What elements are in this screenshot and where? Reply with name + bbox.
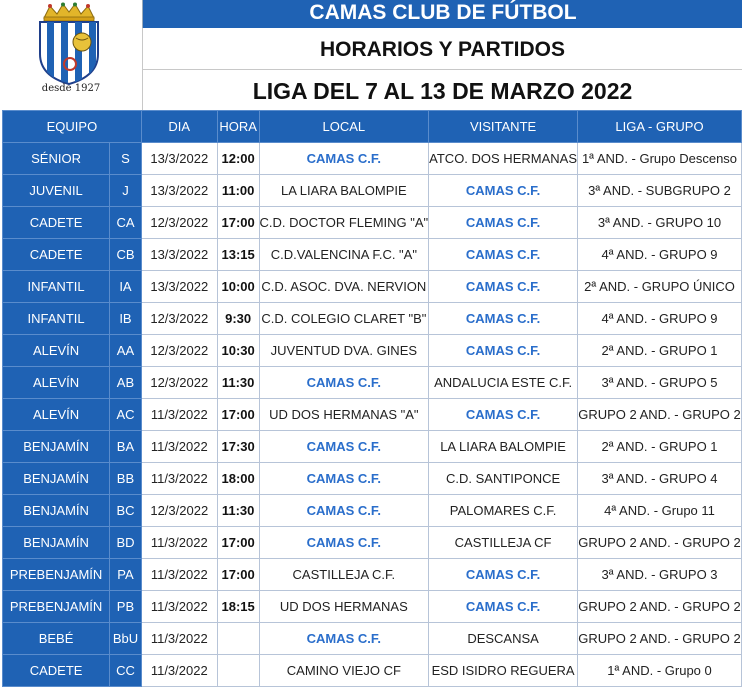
away-team: CAMAS C.F. (429, 335, 578, 367)
table-row (3, 623, 742, 655)
team-category: CADETE (3, 239, 110, 271)
match-date: 12/3/2022 (141, 335, 217, 367)
team-category: INFANTIL (3, 303, 110, 335)
match-date: 12/3/2022 (141, 495, 217, 527)
match-time: 17:00 (217, 527, 259, 559)
match-date: 11/3/2022 (141, 399, 217, 431)
match-date: 11/3/2022 (141, 463, 217, 495)
team-code: CC (110, 655, 142, 687)
team-code: CB (110, 239, 142, 271)
match-date: 13/3/2022 (141, 239, 217, 271)
match-time: 18:15 (217, 591, 259, 623)
team-code: BC (110, 495, 142, 527)
away-team: PALOMARES C.F. (429, 495, 578, 527)
schedule-rows (3, 143, 742, 687)
home-team: UD DOS HERMANAS (259, 591, 429, 623)
table-row (3, 399, 742, 431)
team-code: CA (110, 207, 142, 239)
league-group: 4ª AND. - Grupo 11 (578, 495, 742, 527)
team-category: BENJAMÍN (3, 431, 110, 463)
away-team: CAMAS C.F. (429, 207, 578, 239)
away-team: CAMAS C.F. (429, 271, 578, 303)
team-code: AC (110, 399, 142, 431)
home-team: CAMAS C.F. (259, 431, 429, 463)
match-time: 9:30 (217, 303, 259, 335)
team-code: PA (110, 559, 142, 591)
league-group: 4ª AND. - GRUPO 9 (578, 303, 742, 335)
team-category: ALEVÍN (3, 399, 110, 431)
league-group: 2ª AND. - GRUPO 1 (578, 335, 742, 367)
table-row (3, 591, 742, 623)
league-group: 1ª AND. - Grupo Descenso (578, 143, 742, 175)
home-team: UD DOS HERMANAS "A" (259, 399, 429, 431)
home-team: LA LIARA BALOMPIE (259, 175, 429, 207)
match-date: 11/3/2022 (141, 623, 217, 655)
match-time: 17:30 (217, 431, 259, 463)
away-team: ESD ISIDRO REGUERA (429, 655, 578, 687)
table-row (3, 431, 742, 463)
match-date: 13/3/2022 (141, 175, 217, 207)
away-team: DESCANSA (429, 623, 578, 655)
home-team: C.D. COLEGIO CLARET "B" (259, 303, 429, 335)
away-team: C.D. SANTIPONCE (429, 463, 578, 495)
table-row (3, 559, 742, 591)
match-date: 13/3/2022 (141, 143, 217, 175)
team-code: AA (110, 335, 142, 367)
home-team: CAMINO VIEJO CF (259, 655, 429, 687)
league-group: GRUPO 2 AND. - GRUPO 2 (578, 399, 742, 431)
league-group: 3ª AND. - GRUPO 4 (578, 463, 742, 495)
table-row (3, 239, 742, 271)
match-time: 18:00 (217, 463, 259, 495)
away-team: ANDALUCIA ESTE C.F. (429, 367, 578, 399)
team-category: PREBENJAMÍN (3, 559, 110, 591)
home-team: CASTILLEJA C.F. (259, 559, 429, 591)
league-group: 3ª AND. - GRUPO 3 (578, 559, 742, 591)
away-team: ATCO. DOS HERMANAS (429, 143, 578, 175)
team-code: PB (110, 591, 142, 623)
away-team: CAMAS C.F. (429, 303, 578, 335)
away-team: CASTILLEJA CF (429, 527, 578, 559)
team-code: BA (110, 431, 142, 463)
table-header-row (3, 111, 742, 143)
match-time: 17:00 (217, 207, 259, 239)
team-category: CADETE (3, 655, 110, 687)
league-group: 1ª AND. - Grupo 0 (578, 655, 742, 687)
table-row (3, 495, 742, 527)
away-team: CAMAS C.F. (429, 239, 578, 271)
match-time: 10:30 (217, 335, 259, 367)
team-code: BbU (110, 623, 142, 655)
column-header-equipo: EQUIPO (3, 111, 142, 143)
match-time: 12:00 (217, 143, 259, 175)
column-header-visitante: VISITANTE (429, 111, 578, 143)
league-group: GRUPO 2 AND. - GRUPO 2 (578, 591, 742, 623)
club-crest-icon (30, 2, 108, 86)
table-row (3, 207, 742, 239)
home-team: JUVENTUD DVA. GINES (259, 335, 429, 367)
match-time: 11:30 (217, 495, 259, 527)
table-row (3, 335, 742, 367)
league-group: 2ª AND. - GRUPO 1 (578, 431, 742, 463)
table-row (3, 655, 742, 687)
match-date: 12/3/2022 (141, 303, 217, 335)
team-category: BENJAMÍN (3, 527, 110, 559)
team-category: BENJAMÍN (3, 495, 110, 527)
match-time (217, 623, 259, 655)
home-team: CAMAS C.F. (259, 367, 429, 399)
home-team: CAMAS C.F. (259, 143, 429, 175)
team-category: JUVENIL (3, 175, 110, 207)
home-team: CAMAS C.F. (259, 527, 429, 559)
team-category: SÉNIOR (3, 143, 110, 175)
team-code: IB (110, 303, 142, 335)
team-code: BB (110, 463, 142, 495)
league-group: GRUPO 2 AND. - GRUPO 2 (578, 527, 742, 559)
team-category: CADETE (3, 207, 110, 239)
match-date: 11/3/2022 (141, 591, 217, 623)
table-row (3, 303, 742, 335)
league-group: GRUPO 2 AND. - GRUPO 2 (578, 623, 742, 655)
column-header-liga: LIGA - GRUPO (578, 111, 742, 143)
away-team: CAMAS C.F. (429, 399, 578, 431)
match-date: 12/3/2022 (141, 207, 217, 239)
team-category: ALEVÍN (3, 335, 110, 367)
away-team: LA LIARA BALOMPIE (429, 431, 578, 463)
home-team: C.D.VALENCINA F.C. "A" (259, 239, 429, 271)
club-name-banner: CAMAS CLUB DE FÚTBOL (142, 0, 742, 28)
match-time: 11:30 (217, 367, 259, 399)
team-code: BD (110, 527, 142, 559)
home-team: C.D. DOCTOR FLEMING "A" (259, 207, 429, 239)
match-time: 13:15 (217, 239, 259, 271)
team-category: INFANTIL (3, 271, 110, 303)
column-header-hora: HORA (217, 111, 259, 143)
match-date: 13/3/2022 (141, 271, 217, 303)
away-team: CAMAS C.F. (429, 591, 578, 623)
table-row (3, 367, 742, 399)
match-time: 17:00 (217, 559, 259, 591)
table-row (3, 271, 742, 303)
schedule-table (2, 110, 742, 687)
away-team: CAMAS C.F. (429, 559, 578, 591)
team-code: S (110, 143, 142, 175)
match-date: 11/3/2022 (141, 655, 217, 687)
home-team: CAMAS C.F. (259, 463, 429, 495)
schedule-subtitle: HORARIOS Y PARTIDOS (142, 28, 742, 70)
league-group: 3ª AND. - GRUPO 5 (578, 367, 742, 399)
team-category: PREBENJAMÍN (3, 591, 110, 623)
table-row (3, 463, 742, 495)
team-code: J (110, 175, 142, 207)
match-date: 12/3/2022 (141, 367, 217, 399)
match-time: 11:00 (217, 175, 259, 207)
league-group: 2ª AND. - GRUPO ÚNICO (578, 271, 742, 303)
home-team: CAMAS C.F. (259, 623, 429, 655)
match-date: 11/3/2022 (141, 431, 217, 463)
team-code: IA (110, 271, 142, 303)
team-category: BEBÉ (3, 623, 110, 655)
match-time: 10:00 (217, 271, 259, 303)
club-logo-area (0, 0, 142, 110)
table-row (3, 527, 742, 559)
match-time (217, 655, 259, 687)
match-time: 17:00 (217, 399, 259, 431)
away-team: CAMAS C.F. (429, 175, 578, 207)
match-date: 11/3/2022 (141, 527, 217, 559)
team-code: AB (110, 367, 142, 399)
league-group: 3ª AND. - SUBGRUPO 2 (578, 175, 742, 207)
column-header-local: LOCAL (259, 111, 429, 143)
team-category: ALEVÍN (3, 367, 110, 399)
table-row (3, 143, 742, 175)
team-category: BENJAMÍN (3, 463, 110, 495)
founded-year: desde 1927 (41, 83, 101, 94)
home-team: C.D. ASOC. DVA. NERVION (259, 271, 429, 303)
league-group: 3ª AND. - GRUPO 10 (578, 207, 742, 239)
table-row (3, 175, 742, 207)
league-group: 4ª AND. - GRUPO 9 (578, 239, 742, 271)
match-date: 11/3/2022 (141, 559, 217, 591)
home-team: CAMAS C.F. (259, 495, 429, 527)
league-period-title: LIGA DEL 7 AL 13 DE MARZO 2022 (142, 70, 742, 110)
column-header-dia: DIA (141, 111, 217, 143)
